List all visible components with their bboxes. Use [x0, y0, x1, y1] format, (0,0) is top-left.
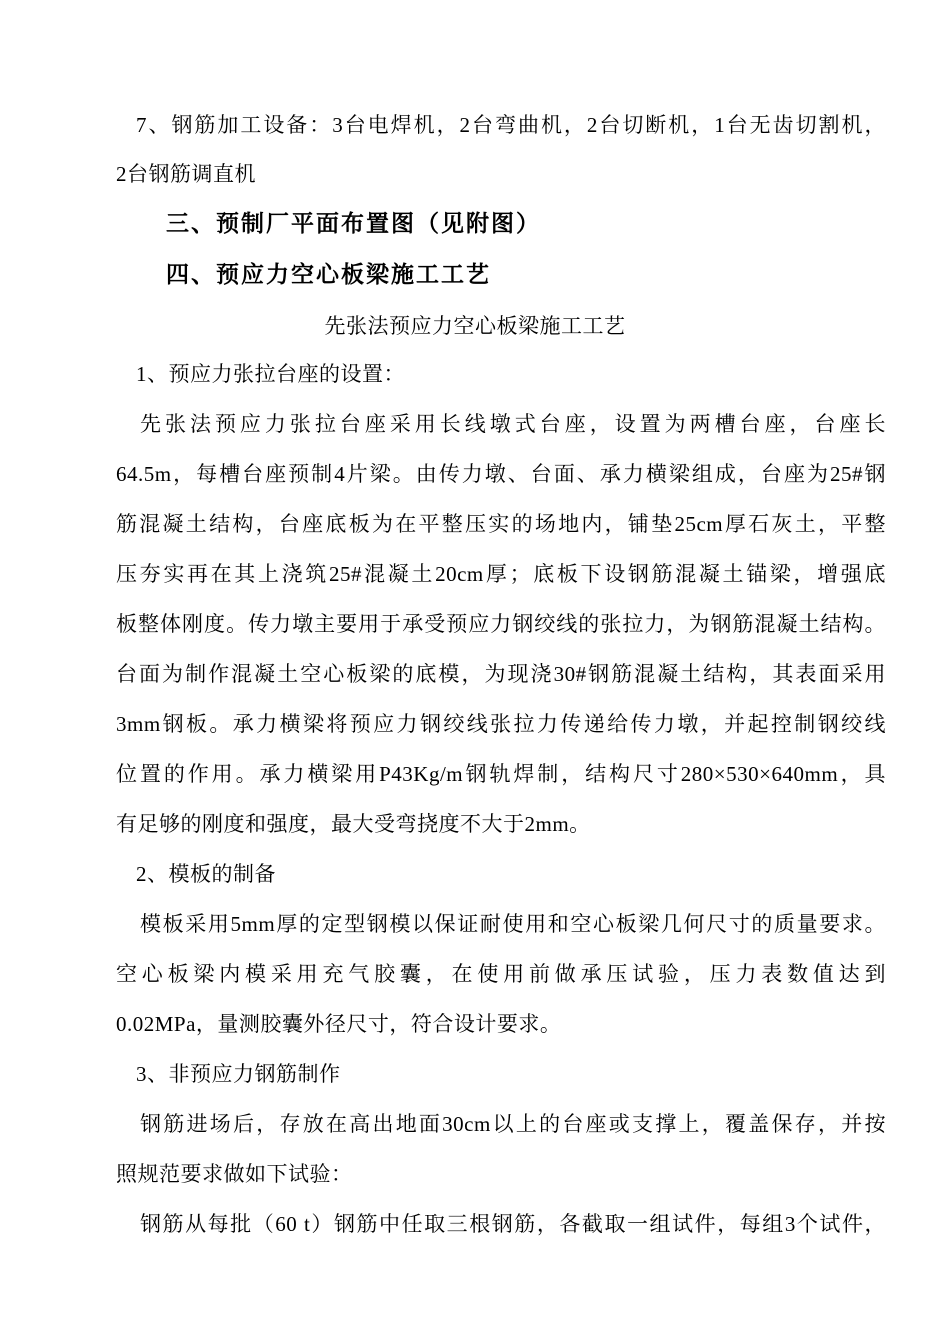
subsection-heading-2: 2、模板的制备 — [136, 862, 276, 886]
section-heading-3: 三、预制厂平面布置图（见附图） — [166, 211, 541, 237]
paragraph-1-line-5: 板整体刚度。传力墩主要用于承受预应力钢绞线的张拉力，为钢筋混凝土结构。 — [116, 612, 886, 636]
paragraph-3-line-2: 照规范要求做如下试验： — [116, 1162, 353, 1186]
subsection-heading-1: 1、预应力张拉台座的设置： — [136, 362, 405, 386]
paragraph-4-line-1: 钢筋从每批（60 t）钢筋中任取三根钢筋，各截取一组试件，每组3个试件， — [140, 1212, 886, 1236]
equipment-item-7-line-1: 7、钢筋加工设备：3台电焊机，2台弯曲机，2台切断机，1台无齿切割机， — [136, 113, 886, 137]
paragraph-1-line-6: 台面为制作混凝土空心板梁的底模，为现浇30#钢筋混凝土结构，其表面采用 — [116, 662, 886, 686]
paragraph-2-line-1: 模板采用5mm厚的定型钢模以保证耐使用和空心板梁几何尺寸的质量要求。 — [140, 912, 886, 936]
paragraph-1-line-4: 压夯实再在其上浇筑25#混凝土20cm厚；底板下设钢筋混凝土锚梁，增强底 — [116, 562, 886, 586]
equipment-item-7-line-2: 2台钢筋调直机 — [116, 162, 256, 186]
section-heading-4: 四、预应力空心板梁施工工艺 — [166, 262, 491, 288]
paragraph-1-line-1: 先张法预应力张拉台座采用长线墩式台座，设置为两槽台座，台座长 — [140, 412, 886, 436]
paragraph-1-line-9: 有足够的刚度和强度，最大受弯挠度不大于2mm。 — [116, 812, 591, 836]
paragraph-1-line-8: 位置的作用。承力横梁用P43Kg/m钢轨焊制，结构尺寸280×530×640mm，具 — [116, 762, 886, 786]
subsection-heading-3: 3、非预应力钢筋制作 — [136, 1062, 341, 1086]
paragraph-1-line-7: 3mm钢板。承力横梁将预应力钢绞线张拉力传递给传力墩，并起控制钢绞线 — [116, 712, 886, 736]
paragraph-3-line-1: 钢筋进场后，存放在高出地面30cm以上的台座或支撑上，覆盖保存，并按 — [140, 1112, 886, 1136]
paragraph-2-line-2: 空心板梁内模采用充气胶囊，在使用前做承压试验，压力表数值达到 — [116, 962, 886, 986]
process-subtitle: 先张法预应力空心板梁施工工艺 — [324, 314, 626, 338]
paragraph-2-line-3: 0.02MPa，量测胶囊外径尺寸，符合设计要求。 — [116, 1012, 562, 1036]
paragraph-1-line-3: 筋混凝土结构，台座底板为在平整压实的场地内，铺垫25cm厚石灰土，平整 — [116, 512, 886, 536]
paragraph-1-line-2: 64.5m，每槽台座预制4片梁。由传力墩、台面、承力横梁组成，台座为25#钢 — [116, 462, 886, 486]
